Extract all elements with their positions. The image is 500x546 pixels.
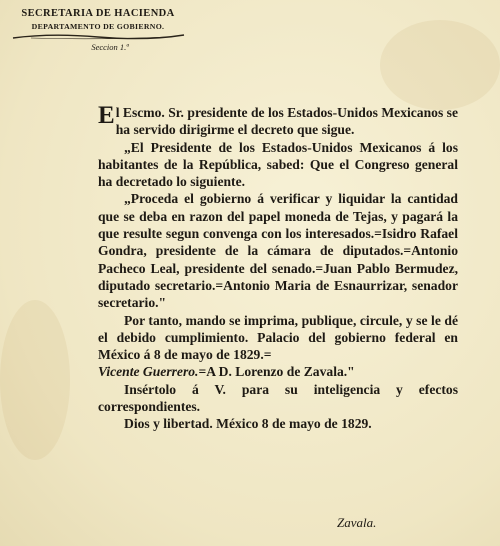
paragraph-transmittal: Insértolo á V. para su inteligencia y efectos correspondientes.	[98, 381, 458, 415]
letterhead	[8, 8, 188, 52]
drop-cap: E	[98, 102, 115, 129]
signatory-name: Vicente Guerrero.	[98, 364, 199, 380]
paragraph-promulgation: Por tanto, mando se imprima, publique, circule, y se le dé el debido cumplimiento. Palacio del gobierno federal en México á 8 de mayo de 1829.= Vicente Guerrero.=A D. Lorenzo de Zavala."	[98, 312, 458, 380]
paragraph-president: „El Presidente de los Estados-Unidos Mexicanos á los habitantes de la República, sabed: Que el Congreso general ha decretado lo siguiente.	[98, 139, 458, 190]
letterhead-ministry: SECRETARIA DE HACIENDA	[21, 8, 175, 19]
signature: Zavala.	[337, 515, 377, 530]
letterhead-department: DEPARTAMENTO DE GOBIERNO.	[31, 22, 165, 31]
paragraph-closing: Dios y libertad. México 8 de mayo de 1829.	[124, 416, 372, 432]
flourish-rule	[11, 32, 186, 42]
paper-stain	[380, 20, 500, 110]
decree-text	[98, 104, 458, 433]
letterhead-section: Seccion 1.ª	[91, 42, 129, 52]
paragraph-intro: El Escmo. Sr. presidente de los Estados-Unidos Mexicanos se ha servido dirigirme el decreto que sigue.	[98, 102, 458, 138]
paper-stain	[0, 300, 70, 460]
paragraph-decree: „Proceda el gobierno á verificar y liquidar la cantidad que se deba en razon del papel moneda de Tejas, y pagará la que resulte segun convenga con los interesados.=Isidro Rafael Gondra, presidente de la cámara de diputados.=Antonio Pacheco Leal, presidente del senado.=Juan Pablo Bermudez, diputado secretario.=Antonio Maria de Esnaurrizar, senador secretario."	[98, 191, 458, 311]
